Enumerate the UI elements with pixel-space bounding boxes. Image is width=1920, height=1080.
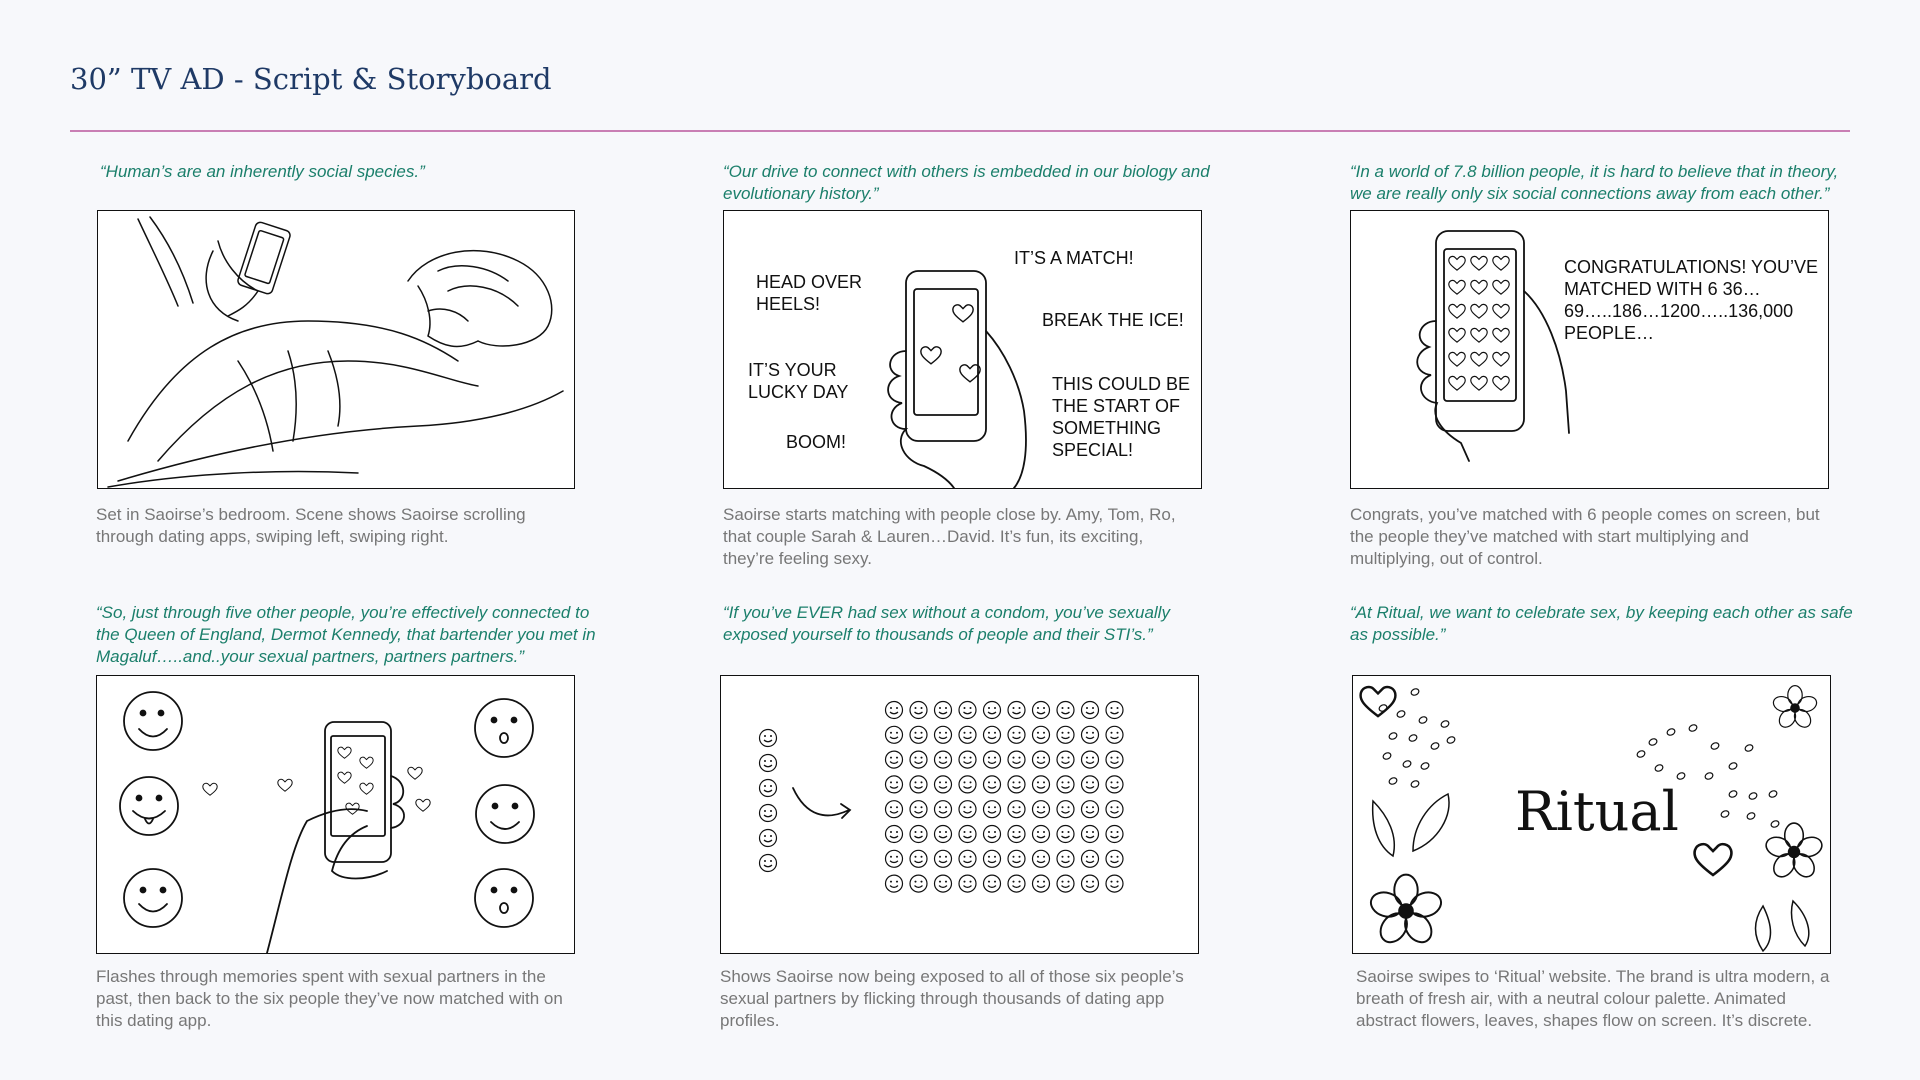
seed-dot — [1440, 720, 1450, 729]
face-icon — [910, 751, 927, 768]
face-icon — [910, 850, 927, 867]
face-icon — [1033, 801, 1050, 818]
face-icon — [1008, 726, 1025, 743]
face-icon — [935, 702, 952, 719]
face-icon — [760, 755, 777, 772]
face-icon — [1082, 826, 1099, 843]
face-icon — [984, 776, 1001, 793]
face-icon — [959, 726, 976, 743]
face-icon — [984, 826, 1001, 843]
seed-dot — [1446, 736, 1456, 745]
face-icon — [984, 726, 1001, 743]
face-icon — [959, 826, 976, 843]
face-icon — [886, 751, 903, 768]
page-title: 30” TV AD - Script & Storyboard — [70, 62, 552, 96]
heart-icon — [1471, 376, 1487, 390]
face-icon — [760, 855, 777, 872]
face-icon — [886, 801, 903, 818]
face-icon — [1033, 726, 1050, 743]
face-icon — [959, 751, 976, 768]
face-icon — [1106, 726, 1123, 743]
face-icon — [959, 850, 976, 867]
heart-icon — [1493, 376, 1509, 390]
seed-dot — [1746, 812, 1756, 821]
seed-dot — [1654, 764, 1664, 773]
heart-icon — [1449, 352, 1465, 366]
face-icon — [959, 801, 976, 818]
seed-dot — [1666, 728, 1676, 737]
seed-dot — [1688, 724, 1698, 733]
panel-2-description: Saoirse starts matching with people close by. Amy, Tom, Ro, that couple Sarah & Lauren…David. It’s fun, its exciting, they’re feeling sexy. — [723, 505, 1176, 568]
heart-icon — [1449, 376, 1465, 390]
face-icon — [910, 726, 927, 743]
face-icon — [935, 751, 952, 768]
heart-icon — [1471, 280, 1487, 294]
heart-icon — [1493, 352, 1509, 366]
face-icon — [910, 826, 927, 843]
face-icon — [1106, 850, 1123, 867]
face-icon — [886, 776, 903, 793]
panel-4-frame — [96, 675, 575, 954]
seed-dot — [1636, 750, 1646, 759]
face-icon — [1033, 776, 1050, 793]
face-icon — [984, 702, 1001, 719]
frame-text-start-of-something: THIS COULD BE THE START OF SOMETHING SPECIAL! — [1052, 374, 1191, 460]
seed-dot — [1402, 760, 1412, 769]
bedroom-phone-sketch — [98, 211, 574, 488]
face-icon — [1033, 702, 1050, 719]
heart-icon — [1493, 280, 1509, 294]
panel-1-description: Set in Saoirse’s bedroom. Scene shows Saoirse scrolling through dating apps, swiping left, swiping right. — [96, 505, 526, 546]
face-icon — [935, 776, 952, 793]
seed-dot — [1396, 710, 1406, 719]
phone-heart-grid — [1449, 256, 1509, 390]
face-icon — [886, 826, 903, 843]
emoji-grid-sketch — [721, 676, 1198, 953]
phone-hearts-sketch — [1351, 211, 1828, 488]
heart-icon — [1493, 256, 1509, 270]
seed-dot — [1704, 772, 1714, 781]
face-icon — [1033, 826, 1050, 843]
face-icon — [886, 726, 903, 743]
face-icon — [910, 776, 927, 793]
face-icon — [886, 850, 903, 867]
face-icon — [1057, 726, 1074, 743]
face-icon — [1082, 702, 1099, 719]
panel-4-description: Flashes through memories spent with sexual partners in the past, then back to the six people they’ve now matched with on this dating app. — [96, 967, 563, 1030]
panel-2-frame — [723, 210, 1202, 489]
face-icon — [1057, 850, 1074, 867]
face-icon — [1057, 702, 1074, 719]
seed-dot — [1720, 810, 1730, 819]
face-icon — [910, 801, 927, 818]
panel-2-quote: “Our drive to connect with others is embedded in our biology and evolutionary history.” — [723, 162, 1210, 203]
seed-dot — [1648, 738, 1658, 747]
face-icon — [1057, 826, 1074, 843]
panel-5-description: Shows Saoirse now being exposed to all of those six people’s sexual partners by flicking through thousands of dating app profiles. — [720, 967, 1184, 1030]
seed-dot — [1378, 704, 1388, 713]
panel-1-frame — [97, 210, 575, 489]
seed-dot — [1410, 780, 1420, 789]
panel-6-quote: “At Ritual, we want to celebrate sex, by keeping each other as safe as possible.” — [1350, 603, 1853, 644]
face-icon — [886, 702, 903, 719]
face-icon — [935, 875, 952, 892]
congratulations-text: CONGRATULATIONS! YOU’VE MATCHED WITH 6 36…69…..186…1200…..136,000 PEOPLE… — [1564, 257, 1819, 343]
face-icon — [1082, 776, 1099, 793]
seed-dot — [1768, 790, 1778, 799]
frame-text-head-over-heels: HEAD OVER HEELS! — [756, 272, 863, 314]
face-icon — [984, 850, 1001, 867]
ritual-logo: Ritual — [1515, 780, 1679, 843]
face-icon — [760, 780, 777, 797]
face-icon — [1082, 726, 1099, 743]
face-icon — [1057, 776, 1074, 793]
face-icon — [1082, 801, 1099, 818]
face-icon — [1082, 875, 1099, 892]
face-icon — [886, 875, 903, 892]
face-icon — [935, 801, 952, 818]
seed-dot — [1728, 762, 1738, 771]
arrow-icon — [793, 788, 850, 818]
heart-icon — [1449, 328, 1465, 342]
seed-dot — [1744, 744, 1754, 753]
face-icon — [1033, 751, 1050, 768]
face-icon — [1008, 702, 1025, 719]
face-icon — [984, 801, 1001, 818]
seed-dot — [1418, 716, 1428, 725]
seed-dot — [1388, 732, 1398, 741]
heart-icon — [1449, 280, 1465, 294]
heart-icon — [1471, 304, 1487, 318]
face-icon — [1033, 850, 1050, 867]
face-icon — [959, 702, 976, 719]
face-icon — [959, 776, 976, 793]
seed-dot — [1748, 792, 1758, 801]
panel-3-description: Congrats, you’ve matched with 6 people comes on screen, but the people they’ve matched with start multiplying and multiplying, out of control. — [1350, 505, 1820, 568]
panel-1-quote: “Human’s are an inherently social species.” — [100, 162, 425, 181]
face-icon — [1057, 875, 1074, 892]
heart-icon — [1493, 328, 1509, 342]
face-icon — [984, 751, 1001, 768]
face-icon — [760, 730, 777, 747]
seed-dot — [1710, 742, 1720, 751]
profile-face-grid — [760, 702, 1124, 893]
face-icon — [1106, 875, 1123, 892]
heart-icon — [1471, 328, 1487, 342]
face-icon — [1033, 875, 1050, 892]
face-icon — [1008, 850, 1025, 867]
face-icon — [910, 875, 927, 892]
face-icon — [1057, 751, 1074, 768]
title-divider — [70, 130, 1850, 132]
face-icon — [935, 826, 952, 843]
heart-icon — [1449, 256, 1465, 270]
panel-4-quote: “So, just through five other people, you’re effectively connected to the Queen of England, Dermot Kennedy, that bartender you met in Magaluf…..and..your sexual partners, partners partners.” — [96, 603, 596, 666]
face-icon — [1106, 801, 1123, 818]
seed-dot — [1410, 688, 1420, 697]
seed-dot — [1728, 790, 1738, 799]
face-icon — [1106, 751, 1123, 768]
face-icon — [984, 875, 1001, 892]
frame-text-its-a-match: IT’S A MATCH! — [1014, 248, 1134, 268]
frame-text-lucky-day: IT’S YOUR LUCKY DAY — [748, 360, 849, 402]
face-icon — [1106, 776, 1123, 793]
face-icon — [959, 875, 976, 892]
face-icon — [1057, 801, 1074, 818]
face-icon — [1106, 826, 1123, 843]
face-icon — [1008, 801, 1025, 818]
seed-dot — [1382, 752, 1392, 761]
panel-3-quote: “In a world of 7.8 billion people, it is hard to believe that in theory, we are really only six social connections away from each other.” — [1350, 162, 1839, 203]
face-icon — [760, 830, 777, 847]
face-icon — [1008, 826, 1025, 843]
memories-faces-sketch — [97, 676, 574, 953]
heart-icon — [1449, 304, 1465, 318]
panel-5-quote: “If you’ve EVER had sex without a condom, you’ve sexually exposed yourself to thousands of people and their STI’s.” — [723, 603, 1170, 644]
frame-text-break-the-ice: BREAK THE ICE! — [1042, 310, 1184, 330]
heart-icon — [1471, 256, 1487, 270]
seed-dot — [1420, 762, 1430, 771]
heart-icon — [1471, 352, 1487, 366]
face-icon — [910, 702, 927, 719]
panel-6-description: Saoirse swipes to ‘Ritual’ website. The brand is ultra modern, a breath of fresh air, with a neutral colour palette. Animated abstract flowers, leaves, shapes flow on screen. It’s discrete. — [1356, 967, 1830, 1030]
face-icon — [935, 726, 952, 743]
panel-3-frame — [1350, 210, 1829, 489]
seed-dot — [1408, 734, 1418, 743]
face-icon — [1082, 751, 1099, 768]
panel-6-frame — [1352, 675, 1831, 954]
frame-text-boom: BOOM! — [786, 432, 847, 452]
face-icon — [1008, 776, 1025, 793]
panel-5-frame — [720, 675, 1199, 954]
face-icon — [1082, 850, 1099, 867]
face-icon — [1008, 875, 1025, 892]
face-icon — [1008, 751, 1025, 768]
seed-dot — [1770, 820, 1780, 829]
seed-dot — [1388, 777, 1398, 786]
face-icon — [935, 850, 952, 867]
face-icon — [760, 805, 777, 822]
heart-icon — [1493, 304, 1509, 318]
seed-dot — [1430, 742, 1440, 751]
face-icon — [1106, 702, 1123, 719]
